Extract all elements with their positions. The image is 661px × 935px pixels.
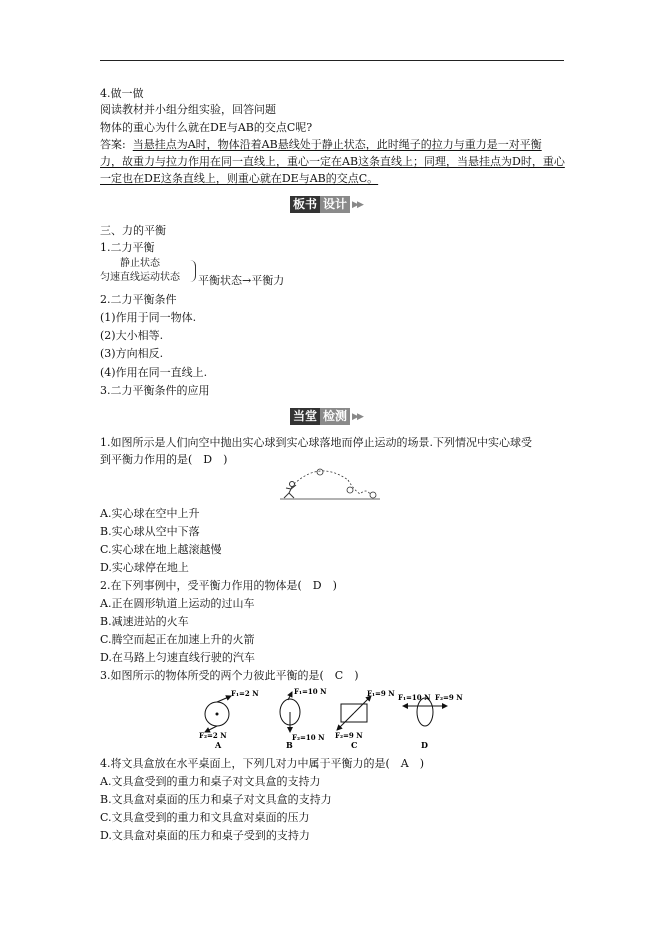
board-item-2: 2.二力平衡条件 — [100, 293, 177, 306]
board-design-banner — [290, 196, 362, 213]
q2-option-b: B.减速进站的火车 — [100, 615, 189, 628]
board-item-1: 1.二力平衡 — [100, 241, 155, 254]
condition-2: (2)大小相等. — [100, 329, 164, 342]
fig-d-f2: F₂=9 N — [435, 693, 463, 702]
fig-c-f1: F₁=9 N — [367, 689, 395, 698]
fig-c-f2: F₂=9 N — [335, 731, 363, 740]
fig-d-f1: F₁=10 N — [398, 693, 431, 702]
banner-light-label: 设计 — [320, 196, 350, 213]
figure-a — [199, 689, 259, 750]
fig-b-label: B — [286, 740, 293, 750]
fig-a-f1: F₁=2 N — [231, 689, 259, 698]
q1-option-c: C.实心球在地上越滚越慢 — [100, 543, 222, 556]
ball-icon — [347, 487, 353, 493]
q3-stem: 3.如图所示的物体所受的两个力彼此平衡的是( C ) — [100, 669, 359, 682]
answer-line-2: 力，故重力与拉力作用在同一直线上，重心一定在AB这条直线上；同理，当悬挂点为D时，重心 — [100, 155, 565, 168]
q2-stem: 2.在下列事例中，受平衡力作用的物体是( D ) — [100, 579, 337, 592]
q2-option-d: D.在马路上匀速直线行驶的汽车 — [100, 651, 255, 664]
double-arrow-icon: ▶▶ — [352, 411, 362, 422]
fig-d-label: D — [421, 740, 428, 750]
condition-3: (3)方向相反. — [100, 347, 164, 360]
answer-line-1 — [100, 138, 542, 152]
banner-dark-label: 板书 — [290, 196, 320, 213]
q2-option-c: C.腾空而起正在加速上升的火箭 — [100, 633, 255, 646]
fig-c-label: C — [351, 740, 358, 750]
fig-b-f1: F₁=10 N — [294, 687, 327, 696]
in-class-test-banner — [290, 408, 362, 425]
thrower-icon — [284, 482, 296, 499]
force-diagrams — [195, 686, 485, 752]
q1-option-d: D.实心球停在地上 — [100, 561, 189, 574]
q1-option-b: B.实心球从空中下落 — [100, 525, 200, 538]
ball-icon — [317, 469, 323, 475]
shot-put-figure — [280, 466, 380, 502]
board-item-3: 3.二力平衡条件的应用 — [100, 384, 210, 397]
balance-result: 平衡状态→平衡力 — [198, 274, 285, 287]
section4-title: 4.做一做 — [100, 87, 144, 100]
figure-d — [398, 693, 463, 750]
board-heading: 三、力的平衡 — [100, 224, 166, 237]
section4-instruction: 阅读教材并小组分组实验，回答问题 — [100, 103, 276, 116]
fig-a-f2: F₂=2 N — [199, 731, 227, 740]
answer-text-1: 当悬挂点为A时，物体沿着AB悬线处于静止状态，此时绳子的拉力与重力是一对平衡 — [132, 138, 542, 151]
condition-4: (4)作用在同一直线上. — [100, 366, 208, 379]
header-rule — [100, 60, 564, 61]
q4-stem: 4.将文具盒放在水平桌面上，下列几对力中属于平衡力的是( A ) — [100, 757, 425, 770]
q4-option-d: D.文具盒对桌面的压力和桌子受到的支持力 — [100, 829, 310, 842]
banner-light-label: 检测 — [320, 408, 350, 425]
brace-bracket — [190, 260, 196, 282]
q4-option-a: A.文具盒受到的重力和桌子对文具盒的支持力 — [100, 775, 321, 788]
q4-option-c: C.文具盒受到的重力和文具盒对桌面的压力 — [100, 811, 310, 824]
trajectory-path — [294, 471, 348, 484]
state-static: 静止状态 — [120, 258, 160, 269]
answer-line-3: 一定也在DE这条直线上，则重心就在DE与AB的交点C。 — [100, 172, 379, 185]
banner-dark-label: 当堂 — [290, 408, 320, 425]
condition-1: (1)作用于同一物体. — [100, 311, 197, 324]
fig-a-label: A — [215, 740, 222, 750]
q1-stem-line-1: 1.如图所示是人们向空中抛出实心球到实心球落地而停止运动的场景.下列情况中实心球受 — [100, 436, 532, 449]
state-uniform-motion: 匀速直线运动状态 — [100, 272, 180, 283]
ball-icon — [370, 492, 376, 498]
fig-b-f2: F₂=10 N — [292, 733, 325, 742]
q1-stem-line-2: 到平衡力作用的是( D ) — [100, 453, 228, 466]
section4-question: 物体的重心为什么就在DE与AB的交点C呢? — [100, 121, 313, 134]
figure-b — [280, 687, 327, 750]
figure-c — [335, 689, 395, 750]
answer-prefix: 答案: — [100, 138, 126, 151]
q4-option-b: B.文具盒对桌面的压力和桌子对文具盒的支持力 — [100, 793, 332, 806]
q1-option-a: A.实心球在空中上升 — [100, 507, 200, 520]
double-arrow-icon: ▶▶ — [352, 199, 362, 210]
q2-option-a: A.正在圆形轨道上运动的过山车 — [100, 597, 255, 610]
